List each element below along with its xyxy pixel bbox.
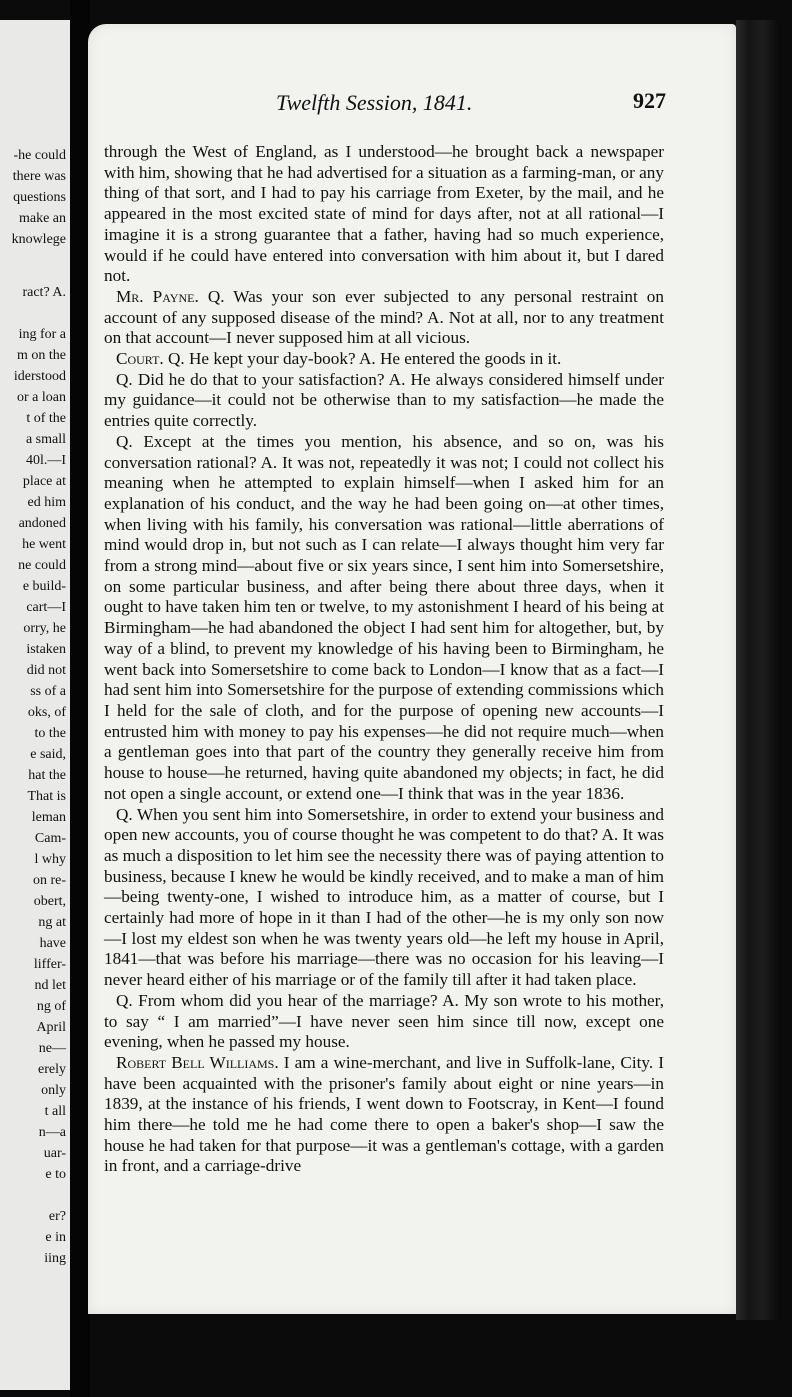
margin-fragment: liffer-: [33, 956, 66, 972]
margin-fragment: e in: [45, 1229, 66, 1245]
paragraph-text: Q. When you sent him into Somersetshire, in order to extend your business and open new accounts, you of course thought he was competent to do that? A. It was as much a disposition to let him see the necessity there was of paying attention to business, because I knew he would be kindly received, and to make a man of him—being twenty-one, I wished to introduce him, as a matter of course, but I certainly had more of hope in it than I had of the other—he is my only son now—I lost my eldest son when he was twenty years old—he left my house in April, 1841—that was before his marriage—there was no occasion for his leaving—I never heard either of his marriage or of the family till after it had taken place.: [104, 804, 664, 990]
paragraph: [104, 287, 664, 349]
margin-fragment: nd let: [34, 977, 66, 993]
margin-fragment: ss of a: [30, 683, 66, 699]
margin-fragment: orry, he: [23, 620, 66, 636]
margin-fragment: place at: [22, 473, 66, 489]
margin-fragment: there was: [12, 169, 66, 184]
margin-fragment: leman: [31, 809, 66, 825]
margin-fragment: have: [39, 935, 66, 951]
margin-fragment: e said,: [30, 746, 66, 762]
page-header: [88, 86, 736, 126]
margin-fragment: istaken: [26, 641, 66, 657]
paragraph-text: Q. Did he do that to your satisfaction? A. He always considered himself under my guidance—it could not be otherwise than to my satisfaction—he made the entries quite correctly.: [104, 369, 664, 431]
margin-fragment: on re-: [32, 872, 66, 888]
margin-fragment: t all: [44, 1103, 66, 1119]
paragraph: [104, 370, 664, 432]
margin-fragment: questions: [13, 190, 66, 205]
margin-fragment: cart—I: [26, 599, 66, 615]
paragraph: [104, 1053, 664, 1177]
margin-fragment: ed him: [27, 494, 66, 510]
margin-fragment: ne could: [18, 557, 66, 573]
margin-fragment: knowlege: [11, 232, 66, 247]
margin-fragment: obert,: [33, 893, 66, 909]
margin-fragment: 40l.—I: [25, 452, 66, 468]
margin-fragment: April: [36, 1019, 66, 1035]
speaker-label: Mr. Payne.: [116, 286, 199, 306]
margin-fragment: t of the: [26, 410, 66, 426]
margin-fragment: hat the: [28, 767, 66, 783]
margin-fragment: er?: [48, 1208, 66, 1224]
margin-fragment: Cam-: [34, 830, 66, 846]
margin-fragment: That is: [27, 788, 66, 804]
margin-fragment: e build-: [22, 578, 66, 594]
margin-fragment: l why: [34, 851, 66, 867]
page-block-edge: [736, 20, 780, 1320]
page-number: 927: [633, 88, 666, 113]
margin-fragment: iing: [44, 1250, 66, 1266]
speaker-label: Court.: [116, 349, 164, 369]
margin-fragment: did not: [26, 662, 66, 678]
paragraph-text: Q. Was your son ever subjected to any personal restraint on account of any supposed disease of the mind? A. Not at all, nor to any treatment on that account—I never supposed him at all vicious.: [104, 286, 664, 348]
margin-fragment: ing for a: [18, 326, 66, 342]
book-page: [88, 24, 736, 1314]
margin-fragment: ract? A.: [22, 284, 66, 300]
margin-fragment: ng of: [36, 998, 66, 1014]
paragraph: [104, 349, 664, 370]
body-text: [104, 142, 664, 1177]
margin-fragment: iderstood: [13, 368, 66, 384]
book-gutter: [70, 0, 90, 1397]
margin-fragment: andoned: [18, 515, 66, 531]
margin-fragment: uar-: [43, 1145, 66, 1161]
paragraph: [104, 991, 664, 1053]
margin-fragment: ng at: [38, 914, 66, 930]
paragraph: [104, 142, 664, 287]
margin-fragment: n—a: [38, 1124, 66, 1140]
paragraph-text: I am a wine-merchant, and live in Suffolk-lane, City. I have been acquainted with the prisoner's family about eight or nine years—in 1839, at the instance of his friends, I went down to Footscray, in Kent—I found him there—he told me he had come there to open a baker's shop—I saw the house he had taken for that purpose—it was a gentleman's cottage, with a garden in front, and a carriage-drive: [104, 1052, 664, 1176]
margin-fragment: a small: [25, 431, 66, 447]
paragraph-text: Q. From whom did you hear of the marriage? A. My son wrote to his mother, to say “ I am married”—I have never seen him since till now, except one evening, when he passed my house.: [104, 990, 664, 1052]
speaker-label: Robert Bell Williams.: [116, 1052, 279, 1072]
margin-fragment: e to: [45, 1166, 66, 1182]
margin-fragment: ne—: [38, 1040, 66, 1056]
margin-fragment: to the: [34, 725, 66, 741]
margin-fragment: erely: [38, 1061, 66, 1077]
paragraph-text: Q. Except at the times you mention, his absence, and so on, was his conversation rational? A. It was not, repeatedly it was not; I could not collect his meaning when he attempted to explain himself—when I asked him for an explanation of his conduct, and the way he had been going on—at other times, when living with his family, his conversation was rational—little aberrations of mind would drop in, but not such as I can relate—I always thought him very far from a strong mind—about five or six years since, I sent him into Somersetshire, on some particular business, and after being there about three days, when it ought to have taken him ten or twelve, to my astonishment I heard of his being at Birmingham—he had abandoned the object I had sent him for altogether, but, by way of a blind, to prevent my knowledge of his having been to Birmingham, he went back into Somersetshire to come back to London—I know that as a fact—I had sent him into Somersetshire for the purpose of extending commissions which I held for the sale of cloth, and for the purpose of opening new accounts—I entrusted him with money to pay his expenses—he did not require much—when a gentleman goes into that part of the country they generally receive him from house to house—he returned, having quite abandoned my objects; in fact, he did not open a single account, or extend one—I think that was in the year 1836.: [104, 431, 664, 803]
paragraph: [104, 805, 664, 991]
margin-fragment: -he could: [13, 148, 66, 163]
margin-fragment: m on the: [17, 347, 66, 363]
margin-fragment: or a loan: [17, 389, 66, 405]
running-head: Twelfth Session, 1841.: [276, 90, 473, 115]
facing-page-fragment: [0, 20, 70, 1390]
paragraph-text: through the West of England, as I understood—he brought back a newspaper with him, showing that he had advertised for a situation as a farming-man, or any thing of that sort, and I had to pay his carriage from Exeter, by the mail, and he appeared in the most excited state of mind for days after, not at all rational—I imagine it is a strong guarantee that a father, having had so much experience, would if he could have entered into conversation with him about it, but I dared not.: [104, 142, 664, 286]
margin-fragment: he went: [22, 536, 66, 552]
paragraph-text: Q. He kept your day-book? A. He entered the goods in it.: [163, 349, 562, 369]
paragraph: [104, 432, 664, 805]
margin-fragment: make an: [18, 211, 66, 226]
margin-fragment: oks, of: [27, 704, 66, 720]
margin-fragment: only: [41, 1082, 66, 1098]
